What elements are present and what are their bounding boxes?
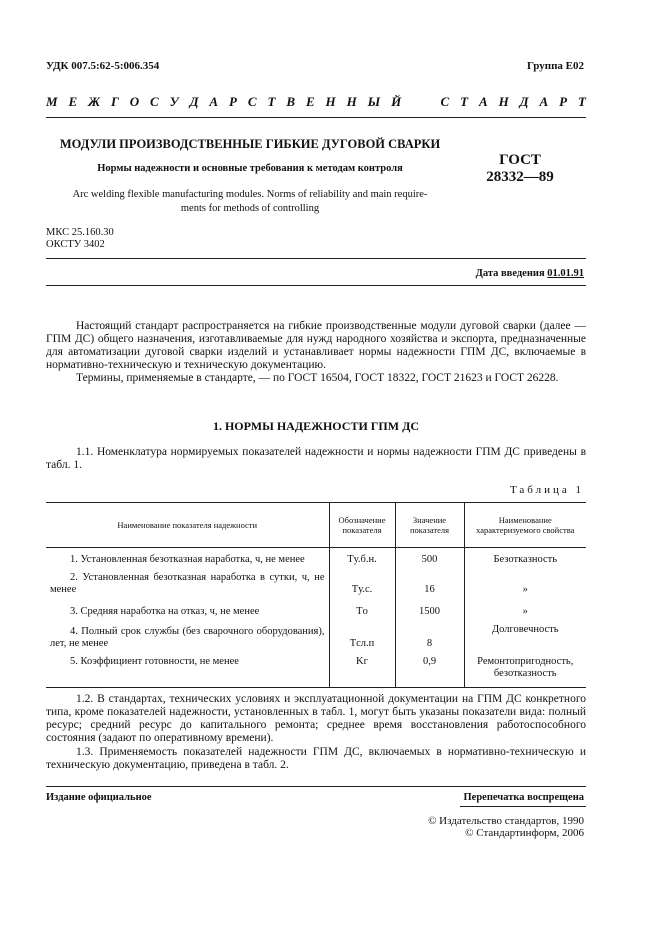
banner-letter: Ы bbox=[367, 94, 381, 109]
banner-letter: Р bbox=[229, 94, 237, 109]
table-row bbox=[46, 654, 586, 688]
top-rule bbox=[46, 117, 586, 118]
clause-1-3: 1.3. Применяемость показателей надежности ГПМ ДС, включаемых в нормативно-техническую и техническую документацию, приведена в табл. 2. bbox=[46, 746, 586, 771]
mks-code: МКС 25.160.30 bbox=[46, 227, 114, 238]
table-header-row bbox=[46, 503, 586, 548]
banner-letter: Г bbox=[110, 94, 119, 109]
row-name: 1. Установленная безотказная наработка, ч, не менее bbox=[46, 548, 329, 570]
row-name: 4. Полный срок службы (без сварочного оборудования), лет, не менее bbox=[46, 622, 329, 654]
col-header-symbol: Обозначение показателя bbox=[329, 503, 395, 548]
row-symbol: Tсл.п bbox=[329, 622, 395, 654]
row-name: 5. Коэффициент готовности, не менее bbox=[46, 654, 329, 688]
standard-banner bbox=[46, 94, 586, 110]
reliability-table bbox=[46, 502, 586, 688]
udk-code: УДК 007.5:62-5:006.354 bbox=[46, 60, 160, 72]
col-header-name: Наименование показателя надежности bbox=[46, 503, 329, 548]
row-value: 0,9 bbox=[395, 654, 464, 688]
banner-letter: Е bbox=[305, 94, 315, 109]
row-property: » bbox=[522, 605, 528, 617]
effective-date bbox=[476, 268, 584, 279]
document-title: МОДУЛИ ПРОИЗВОДСТВЕННЫЕ ГИБКИЕ ДУГОВОЙ СВАРКИ bbox=[59, 137, 441, 151]
middle-rule bbox=[46, 258, 586, 259]
banner-letter: Н bbox=[498, 94, 509, 109]
row-name: 2. Установленная безотказная наработка в сутки, ч, не менее bbox=[46, 570, 329, 600]
row-symbol: Kг bbox=[329, 654, 395, 688]
banner-letter: А bbox=[479, 94, 488, 109]
effective-date-label: Дата введения bbox=[475, 268, 548, 279]
table-1-caption: Таблица 1 bbox=[509, 484, 584, 496]
row-value: 8 bbox=[395, 622, 464, 654]
row-property: Ремонтопригодность, безотказность bbox=[464, 654, 586, 688]
table-row bbox=[46, 622, 586, 654]
gost-designation bbox=[470, 152, 570, 186]
banner-letter: Е bbox=[68, 94, 78, 109]
clause-1-2: 1.2. В стандартах, технических условиях и эксплуатационной документации на ГПМ ДС конкретного типа, кроме показателей надежности, установленных в табл. 1, могут быть указаны показатели вида: полный ресурс; средний ресурс до капитального ремонта; среднее время восстановления работоспособного состояния (задают по оперативному времени). bbox=[46, 693, 586, 744]
okstu-code: ОКСТУ 3402 bbox=[46, 239, 105, 250]
banner-letter: В bbox=[286, 94, 296, 109]
intro-paragraph-2: Термины, применяемые в стандарте, — по ГОСТ 16504, ГОСТ 18322, ГОСТ 21623 и ГОСТ 26228. bbox=[76, 372, 559, 384]
banner-letter: М bbox=[46, 94, 58, 109]
table-row bbox=[46, 548, 586, 570]
row-name: 3. Средняя наработка на отказ, ч, не менее bbox=[46, 600, 329, 622]
row-symbol: Tо bbox=[329, 600, 395, 622]
banner-letter: Д bbox=[189, 94, 199, 109]
banner-letter: С bbox=[150, 94, 159, 109]
date-rule bbox=[46, 285, 586, 286]
banner-letter: С bbox=[440, 94, 450, 109]
row-property: Долговечность bbox=[491, 623, 559, 635]
document-subtitle: Нормы надежности и основные требования к методам контроля bbox=[97, 163, 403, 174]
banner-letter bbox=[426, 94, 429, 110]
col-header-property: Наименование характеризуемого свойства bbox=[464, 503, 586, 548]
group-code: Группа Е02 bbox=[526, 60, 584, 72]
row-value: 500 bbox=[395, 548, 464, 570]
banner-letter: Ж bbox=[88, 94, 101, 109]
banner-letter: Н bbox=[346, 94, 357, 109]
banner-letter: Д bbox=[519, 94, 529, 109]
classification-codes bbox=[46, 227, 114, 251]
banner-letter: А bbox=[209, 94, 219, 109]
section-1-heading: 1. НОРМЫ НАДЕЖНОСТИ ГПМ ДС bbox=[212, 419, 420, 433]
gost-number: 28332—89 bbox=[486, 169, 554, 185]
banner-letter: Т bbox=[267, 94, 276, 109]
banner-letter: С bbox=[247, 94, 257, 109]
banner-letter: Р bbox=[559, 94, 568, 109]
intro-paragraph-1: Настоящий стандарт распространяется на гибкие производственные модули дуговой сварки (далее — ГПМ ДС) общего назначения, изготавливаемые для нужд народного хозяйства и экспорта, предназначенные для автоматизации дуговой сварки изделий и устанавливает нормы надежности ГПМ ДС, включаемые в нормативно-техническую и техническую документацию. bbox=[46, 320, 586, 371]
english-title bbox=[50, 188, 450, 216]
gost-label: ГОСТ bbox=[499, 152, 541, 168]
banner-letter: О bbox=[129, 94, 140, 109]
copyright-line-2: © Стандартинформ, 2006 bbox=[465, 827, 584, 839]
table-row bbox=[46, 570, 586, 600]
english-title-line2: ments for methods of controlling bbox=[180, 203, 320, 214]
reprint-notice: Перепечатка воспрещена bbox=[463, 792, 584, 803]
banner-letter: Т bbox=[577, 94, 586, 109]
col-header-value: Значение показателя bbox=[395, 503, 464, 548]
clause-1-1: 1.1. Номенклатура нормируемых показателей надежности и нормы надежности ГПМ ДС приведены в табл. 1. bbox=[46, 446, 586, 471]
banner-letter: Т bbox=[460, 94, 469, 109]
banner-letter: Й bbox=[391, 94, 402, 109]
banner-letter: А bbox=[539, 94, 549, 109]
banner-letter bbox=[412, 94, 415, 110]
reprint-rule bbox=[460, 806, 586, 807]
footer-rule bbox=[46, 786, 586, 787]
row-symbol: Tу.б.н. bbox=[329, 548, 395, 570]
copyright bbox=[428, 815, 584, 839]
banner-letter: У bbox=[169, 94, 179, 109]
row-value: 1500 bbox=[395, 600, 464, 622]
row-symbol: Tу.с. bbox=[329, 570, 395, 600]
official-edition-label: Издание официальное bbox=[46, 792, 152, 803]
copyright-line-1: © Издательство стандартов, 1990 bbox=[428, 815, 584, 827]
english-title-line1: Arc welding flexible manufacturing modules. Norms of reliability and main require- bbox=[72, 189, 428, 200]
table-row bbox=[46, 600, 586, 622]
row-property: » bbox=[522, 583, 528, 595]
row-property: Безотказность bbox=[493, 553, 558, 565]
row-value: 16 bbox=[395, 570, 464, 600]
effective-date-value: 01.01.91 bbox=[547, 268, 584, 279]
banner-letter: Н bbox=[325, 94, 336, 109]
